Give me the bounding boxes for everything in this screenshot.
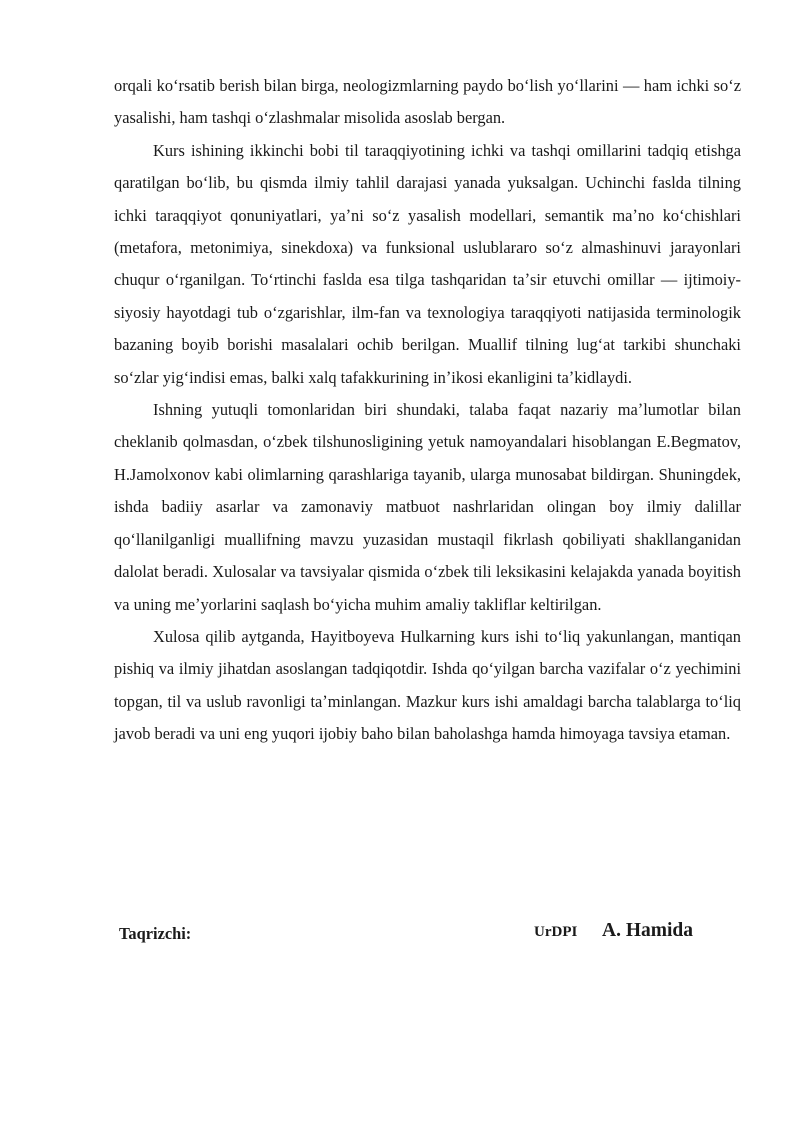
signature-block (119, 918, 719, 952)
reviewer-label: Taqrizchi: (119, 924, 192, 943)
document-body (114, 70, 741, 751)
paragraph-conclusion: Xulosa qilib aytganda, Hayitboyeva Hulkarning kurs ishi toʻliq yakunlangan, mantiqan pishiq va ilmiy jihatdan asoslangan tadqiqotdir. Ishda qoʻyilgan barcha vazifalar oʻz yechimini topgan, til va uslub ravonligi taʼminlangan. Mazkur kurs ishi amaldagi barcha talablarga toʻliq javob beradi va uni eng yuqori ijobiy baho bilan baholashga hamda himoyaga tavsiya etaman. (114, 626, 741, 744)
paragraph-strengths: Ishning yutuqli tomonlaridan biri shundaki, talaba faqat nazariy maʼlumotlar bilan cheklanib qolmasdan, oʻzbek tilshunosligining yetuk namoyandalari hisoblangan E.Begmatov, H.Jamolxonov kabi olimlarning qarashlariga tayanib, ularga munosabat bildirgan. Shuningdek, ishda badiiy asarlar va zamonaviy matbuot nashrlaridan olingan boy ilmiy dalillar qoʻllanilganligi muallifning mavzu yuzasidan mustaqil fikrlash qobiliyati shakllanganidan dalolat beradi. Xulosalar va tavsiyalar qismida oʻzbek tili leksikasini kelajakda yanada boyitish va uning meʼyorlarini saqlash boʻyicha muhim amaliy takliflar keltirilgan. (114, 400, 741, 614)
paragraph-continuation: orqali koʻrsatib berish bilan birga, neologizmlarning paydo boʻlish yoʻllarini — ham ichki soʻz yasalishi, ham tashqi oʻzlashmalar misolida asoslab bergan. (114, 76, 741, 128)
reviewer-name: A. Hamida (602, 920, 694, 941)
reviewer-organization: UrDPI (534, 924, 578, 940)
paragraph-second-chapter: Kurs ishining ikkinchi bobi til taraqqiyotining ichki va tashqi omillarini tadqiq etishga qaratilgan boʻlib, bu qismda ilmiy tahlil darajasi yanada yuksalgan. Uchinchi faslda tilning ichki taraqqiyot qonuniyatlari, yaʼni soʻz yasalish modellari, semantik maʼno koʻchishlari (metafora, metonimiya, sinekdoxa) va funksional uslublararo soʻz almashinuvi jarayonlari chuqur oʻrganilgan. Toʻrtinchi faslda esa tilga tashqaridan taʼsir etuvchi omillar — ijtimoiy-siyosiy hayotdagi tub oʻzgarishlar, ilm-fan va texnologiya taraqqiyoti natijasida terminologik bazaning boyib borishi masalalari ochib berilgan. Muallif tilning lugʻat tarkibi shunchaki soʻzlar yigʻindisi emas, balki xalq tafakkurining inʼikosi ekanligini taʼkidlaydi. (114, 140, 741, 387)
